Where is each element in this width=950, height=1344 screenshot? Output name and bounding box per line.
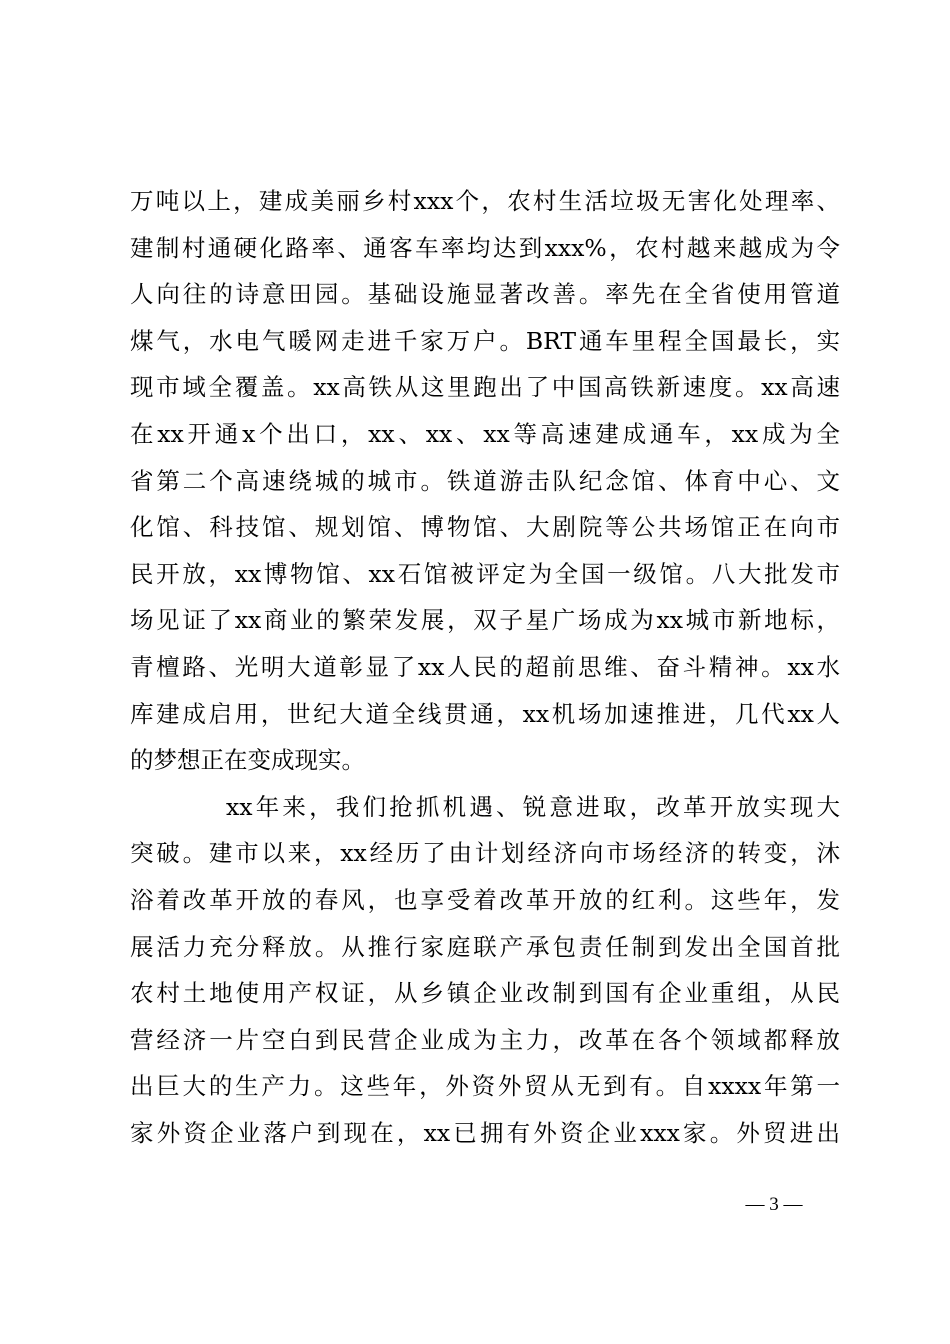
text-line: 省第二个高速绕城的城市。铁道游击队纪念馆、体育中心、文 <box>130 466 840 495</box>
text-line: 化馆、科技馆、规划馆、博物馆、大剧院等公共场馆正在向市 <box>130 513 840 542</box>
text-line: xx年来，我们抢抓机遇、锐意进取，改革开放实现大 <box>226 792 840 821</box>
text-line: 在xx开通x个出口，xx、xx、xx等高速建成通车，xx成为全 <box>130 419 840 448</box>
text-line: 出巨大的生产力。这些年，外资外贸从无到有。自xxxx年第一 <box>130 1072 840 1101</box>
page-number: — 3 — <box>745 1194 803 1215</box>
body-text <box>130 178 840 1156</box>
paragraph-1 <box>130 178 840 784</box>
text-line: 煤气，水电气暖网走进千家万户。BRT通车里程全国最长，实 <box>130 326 840 355</box>
text-line: 人向往的诗意田园。基础设施显著改善。率先在全省使用管道 <box>130 280 840 309</box>
paragraph-2 <box>130 784 840 1157</box>
text-line: 农村土地使用产权证，从乡镇企业改制到国有企业重组，从民 <box>130 979 840 1008</box>
text-line: 青檀路、光明大道彰显了xx人民的超前思维、奋斗精神。xx水 <box>130 652 840 681</box>
text-line: 突破。建市以来，xx经历了由计划经济向市场经济的转变，沐 <box>130 839 840 868</box>
text-line: 现市域全覆盖。xx高铁从这里跑出了中国高铁新速度。xx高速 <box>130 373 840 402</box>
text-line: 民开放，xx博物馆、xx石馆被评定为全国一级馆。八大批发市 <box>130 559 840 588</box>
text-line: 建制村通硬化路率、通客车率均达到xxx%，农村越来越成为令 <box>130 233 840 262</box>
text-line: 库建成启用，世纪大道全线贯通，xx机场加速推进，几代xx人 <box>130 699 840 728</box>
text-line: 浴着改革开放的春风，也享受着改革开放的红利。这些年，发 <box>130 885 840 914</box>
text-line: 的梦想正在变成现实。 <box>130 746 365 775</box>
text-line: 展活力充分释放。从推行家庭联产承包责任制到发出全国首批 <box>130 932 840 961</box>
text-line: 营经济一片空白到民营企业成为主力，改革在各个领域都释放 <box>130 1025 840 1054</box>
text-line: 万吨以上，建成美丽乡村xxx个，农村生活垃圾无害化处理率、 <box>130 187 840 215</box>
text-line: 场见证了xx商业的繁荣发展，双子星广场成为xx城市新地标， <box>130 606 840 635</box>
text-line: 家外资企业落户到现在，xx已拥有外资企业xxx家。外贸进出 <box>130 1118 840 1147</box>
